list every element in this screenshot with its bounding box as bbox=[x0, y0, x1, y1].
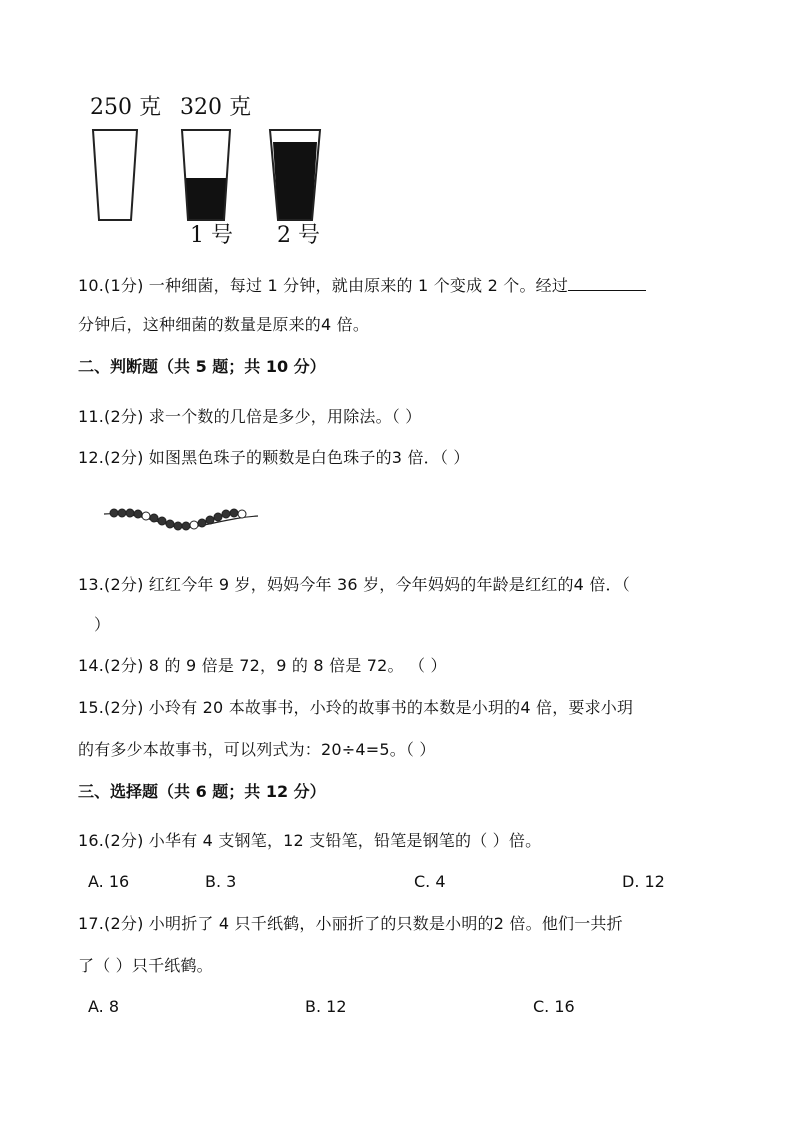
question-17-line-2: 了（ ）只千纸鹤。 bbox=[78, 956, 213, 975]
question-10-line-1: 10.(1分) 一种细菌，每过 1 分钟，就由原来的 1 个变成 2 个。经过 bbox=[78, 274, 646, 297]
question-17-line-1: 17.(2分) 小明折了 4 只千纸鹤，小丽折了的只数是小明的2 倍。他们一共折 bbox=[78, 914, 623, 933]
cup-1-fill bbox=[185, 178, 227, 220]
cup-2-fill bbox=[273, 142, 317, 220]
question-14: 14.(2分) 8 的 9 倍是 72，9 的 8 倍是 72。 （ ） bbox=[78, 656, 447, 675]
cup-weight-label-left: 250 克 bbox=[90, 95, 161, 120]
question-13-line-2: ） bbox=[94, 615, 111, 634]
question-15-line-1: 15.(2分) 小玲有 20 本故事书，小玲的故事书的本数是小玥的4 倍，要求小玥 bbox=[78, 698, 634, 717]
q16-option-c[interactable]: C. 4 bbox=[414, 872, 446, 891]
section-3-title: 三、选择题（共 6 题；共 12 分） bbox=[78, 782, 326, 801]
cup-1-label: 1 号 bbox=[190, 223, 233, 248]
q16-option-d[interactable]: D. 12 bbox=[622, 872, 665, 891]
answer-blank[interactable] bbox=[568, 274, 646, 291]
beads-figure bbox=[102, 500, 262, 535]
q16-option-b[interactable]: B. 3 bbox=[205, 872, 237, 891]
q17-option-a[interactable]: A. 8 bbox=[88, 997, 120, 1016]
question-11: 11.(2分) 求一个数的几倍是多少，用除法。（ ） bbox=[78, 407, 422, 426]
question-12: 12.(2分) 如图黑色珠子的颗数是白色珠子的3 倍．（ ） bbox=[78, 448, 470, 467]
question-16: 16.(2分) 小华有 4 支钢笔，12 支铅笔，铅笔是钢笔的（ ）倍。 bbox=[78, 831, 542, 850]
q17-option-b[interactable]: B. 12 bbox=[305, 997, 347, 1016]
cups-figure bbox=[85, 122, 335, 227]
q16-option-a[interactable]: A. 16 bbox=[88, 872, 130, 891]
empty-cup bbox=[93, 130, 137, 220]
cup-2-label: 2 号 bbox=[277, 223, 320, 248]
cup-weight-label-mid: 320 克 bbox=[180, 95, 251, 120]
section-2-title: 二、判断题（共 5 题；共 10 分） bbox=[78, 357, 326, 376]
question-15-line-2: 的有多少本故事书，可以列式为：20÷4=5。（ ） bbox=[78, 740, 436, 759]
q17-option-c[interactable]: C. 16 bbox=[533, 997, 575, 1016]
question-10-line-2: 分钟后，这种细菌的数量是原来的4 倍。 bbox=[78, 315, 370, 334]
question-13-line-1: 13.(2分) 红红今年 9 岁，妈妈今年 36 岁，今年妈妈的年龄是红红的4 倍．（ bbox=[78, 575, 630, 594]
